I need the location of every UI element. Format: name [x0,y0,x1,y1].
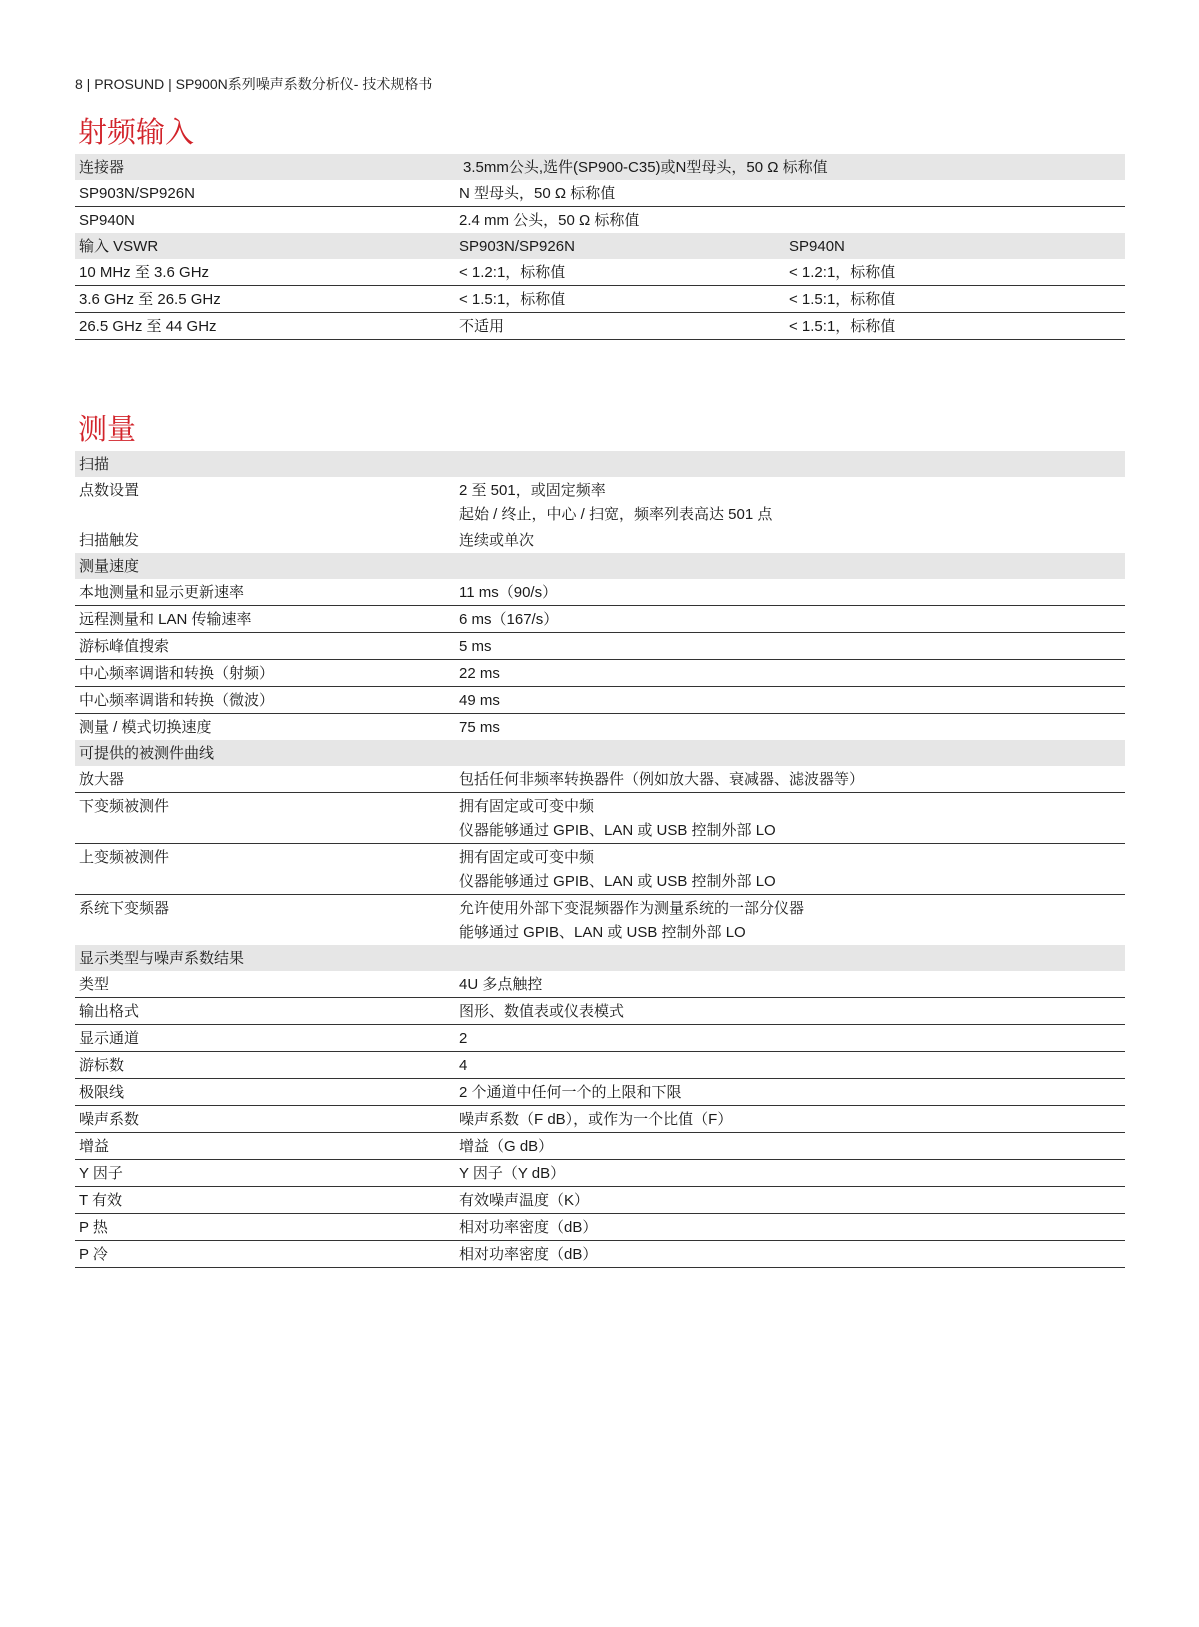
spec-label: 增益 [79,1138,110,1155]
spec-value: < 1.5:1，标称值 [459,291,566,308]
value-line: 2 至 501，或固定频率 [459,482,606,499]
spec-row-display [75,1052,1125,1079]
spec-row-speed [75,687,1125,714]
spec-label: 极限线 [79,1084,125,1101]
spec-label: 游标数 [79,1057,125,1074]
spec-value: 49 ms [459,692,500,709]
spec-label: T 有效 [79,1192,123,1209]
value-line: 能够通过 GPIB、LAN 或 USB 控制外部 LO [459,924,746,941]
spec-label: 点数设置 [79,482,140,499]
spec-value: 相对功率密度（dB） [459,1219,598,1236]
spec-label: 放大器 [79,771,125,788]
spec-row-vswr [75,259,1125,286]
spec-row-vswr [75,286,1125,313]
spec-label: 类型 [79,976,110,993]
spec-row-vswr [75,313,1125,340]
spec-value: < 1.2:1，标称值 [789,264,896,281]
column-header-sp903: SP903N/SP926N [459,238,575,255]
spec-row-display [75,1160,1125,1187]
column-header-sp940: SP940N [789,238,845,255]
spec-label: 输出格式 [79,1003,140,1020]
spec-value: 6 ms（167/s） [459,611,559,628]
spec-label: 连接器 [79,159,125,176]
group-label: 显示类型与噪声系数结果 [79,950,245,967]
spec-group-sweep [75,451,1125,477]
spec-row-speed [75,660,1125,687]
spec-label: P 冷 [79,1246,108,1263]
page-header: 8 | PROSUND | SP900N系列噪声系数分析仪- 技术规格书 [75,76,433,92]
spec-label: 显示通道 [79,1030,140,1047]
spec-value: 4 [459,1057,468,1074]
spec-row-speed [75,606,1125,633]
spec-row-display [75,1214,1125,1241]
spec-value: 2 个通道中任何一个的上限和下限 [459,1084,682,1101]
spec-row-connector [75,154,1125,180]
spec-value: 2.4 mm 公头，50 Ω 标称值 [459,212,640,229]
spec-value: 11 ms（90/s） [459,584,558,601]
spec-label: 3.6 GHz 至 26.5 GHz [79,291,221,308]
spec-value: 连续或单次 [459,532,535,549]
spec-row-speed [75,579,1125,606]
spec-value: 4U 多点触控 [459,976,543,993]
spec-label: 输入 VSWR [79,238,159,255]
section-title-measurement: 测量 [78,412,137,446]
spec-value: Y 因子（Y dB） [459,1165,566,1182]
spec-label: 测量 / 模式切换速度 [79,719,212,736]
spec-row-display [75,1079,1125,1106]
spec-row-sp940 [75,207,1125,233]
spec-value: N 型母头，50 Ω 标称值 [459,185,616,202]
spec-row-display [75,1241,1125,1268]
spec-row-display [75,1187,1125,1214]
spec-label: 中心频率调谐和转换（射频） [79,665,275,682]
spec-row-amplifier [75,766,1125,793]
spec-value: 22 ms [459,665,500,682]
spec-value: 5 ms [459,638,492,655]
spec-group-dut [75,740,1125,766]
spec-row-speed [75,633,1125,660]
spec-value: 不适用 [459,318,505,335]
spec-value: 增益（G dB） [459,1138,554,1155]
spec-row-points [75,477,1125,527]
value-line: 仪器能够通过 GPIB、LAN 或 USB 控制外部 LO [459,873,776,890]
spec-label: SP940N [79,212,135,229]
spec-label: 游标峰值搜索 [79,638,170,655]
spec-value: 图形、数值表或仪表模式 [459,1003,625,1020]
spec-label: 本地测量和显示更新速率 [79,584,245,601]
spec-value [459,795,1125,843]
spec-label: 远程测量和 LAN 传输速率 [79,611,252,628]
spec-value: 相对功率密度（dB） [459,1246,598,1263]
measurement-table [75,451,1125,1268]
spec-group-speed [75,553,1125,579]
spec-value: 有效噪声温度（K） [459,1192,590,1209]
spec-row-downconverter [75,793,1125,844]
spec-label: 10 MHz 至 3.6 GHz [79,264,210,281]
spec-value: < 1.5:1，标称值 [789,318,896,335]
spec-row-vswr-header [75,233,1125,259]
section-title-rf-input: 射频输入 [78,115,195,149]
spec-value: 包括任何非频率转换器件（例如放大器、衰减器、滤波器等） [459,771,865,788]
spec-value: 2 [459,1030,468,1047]
spec-label: Y 因子 [79,1165,123,1182]
spec-row-upconverter [75,844,1125,895]
group-label: 可提供的被测件曲线 [79,745,215,762]
spec-value: < 1.2:1，标称值 [459,264,566,281]
spec-label: 上变频被测件 [79,849,170,866]
value-line: 允许使用外部下变混频器作为测量系统的一部分仪器 [459,900,805,917]
spec-row-display [75,1106,1125,1133]
spec-group-display [75,945,1125,971]
spec-row-speed [75,714,1125,740]
spec-row-display [75,1133,1125,1160]
spec-label: 26.5 GHz 至 44 GHz [79,318,217,335]
spec-row-display [75,971,1125,998]
spec-row-sp903 [75,180,1125,207]
spec-row-display [75,998,1125,1025]
spec-value: 75 ms [459,719,500,736]
rf-input-table [75,154,1125,340]
spec-row-system-downconverter [75,895,1125,945]
spec-value [459,846,1125,894]
spec-label: 噪声系数 [79,1111,140,1128]
group-label: 扫描 [79,456,110,473]
spec-label: P 热 [79,1219,108,1236]
spec-value: 噪声系数（F dB），或作为一个比值（F） [459,1111,733,1128]
spec-label: SP903N/SP926N [79,185,195,202]
value-line: 拥有固定或可变中频 [459,798,595,815]
spec-value [459,479,1125,527]
spec-label: 系统下变频器 [79,900,170,917]
value-line: 起始 / 终止，中心 / 扫宽，频率列表高达 501 点 [459,506,773,523]
spec-value: 3.5mm公头,选件(SP900-C35)或N型母头，50 Ω 标称值 [463,159,828,176]
group-label: 测量速度 [79,558,140,575]
spec-label: 中心频率调谐和转换（微波） [79,692,275,709]
spec-value: < 1.5:1，标称值 [789,291,896,308]
spec-row-display [75,1025,1125,1052]
spec-label: 扫描触发 [79,532,140,549]
value-line: 仪器能够通过 GPIB、LAN 或 USB 控制外部 LO [459,822,776,839]
spec-label: 下变频被测件 [79,798,170,815]
value-line: 拥有固定或可变中频 [459,849,595,866]
spec-value [459,897,1125,945]
spec-row-trigger [75,527,1125,553]
